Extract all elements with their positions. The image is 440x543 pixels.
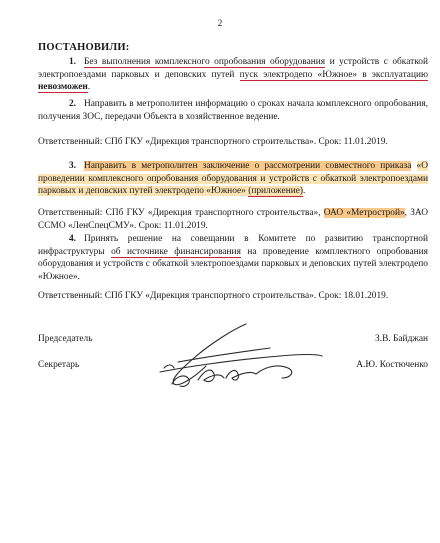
secretary-label: Секретарь (38, 360, 80, 370)
item-3-resp-part2: , ЗАО ССМО «ЛенСпецСМУ». Срок: 11.01.2019. (38, 208, 428, 231)
item-3 (38, 160, 428, 198)
item-1 (38, 56, 428, 94)
item-3-resp-part1: Ответственный: СПб ГКУ «Дирекция транспортного строительства», (38, 208, 324, 218)
item-2-responsible: Ответственный: СПб ГКУ «Дирекция транспортного строительства». Срок: 11.01.2019. (38, 137, 388, 147)
item-4-financing-phrase: об источнике финансирования (111, 246, 241, 257)
item-1-launch-phrase: пуск электродепо «Южное» в эксплуатацию (239, 69, 428, 80)
item-3-metrostroy: ОАО «Метрострой» (323, 208, 405, 218)
item-4-responsible: Ответственный: СПб ГКУ «Дирекция транспортного строительства». Срок: 18.01.2019. (38, 291, 389, 301)
item-1-impossible: невозможен (38, 82, 88, 92)
item-3-responsible (38, 207, 428, 232)
item-4-number: 4. (68, 234, 76, 244)
item-1-number: 1. (68, 57, 76, 67)
item-1-underlined-phrase: Без выполнения комплексного опробования оборудования (84, 57, 326, 67)
chair-name: З.В. Байджан (375, 334, 428, 344)
handwritten-signature (150, 318, 330, 393)
resolution-heading: ПОСТАНОВИЛИ: (38, 42, 130, 53)
secretary-name: А.Ю. Костюченко (356, 360, 428, 370)
item-3-attachment: (приложение) (248, 186, 304, 196)
item-3-number: 3. (68, 161, 76, 171)
item-2 (38, 98, 428, 123)
page-number: 2 (217, 18, 223, 28)
item-2-text: Направить в метрополитен информацию о сроках начала комплексного опробования, получения ЗОС, передачи Объекта в хозяйственное ведение. (38, 99, 428, 122)
item-2-number: 2. (68, 99, 76, 109)
item-1-text: и устройств с обкаткой электропоездами парковых и деповских путей (38, 57, 429, 80)
chair-label: Председатель (38, 334, 93, 344)
item-3-period: . (303, 186, 306, 196)
item-1-period: . (87, 82, 91, 92)
item-3-highlight-body: «О проведении комплексного опробования оборудования и устройств с обкаткой электропоездами парковых и деповских путей электродепо «Южное» (38, 161, 428, 196)
item-4-text-start: Принять решение на совещании в Комитете по развитию транспортной инфраструктуры (38, 234, 428, 257)
item-4 (38, 233, 428, 283)
item-4-text-end: на проведение комплектного опробования оборудования и устройств с обкаткой электропоездами парковых и деповских путей электродепо «Южное». (38, 246, 428, 282)
item-3-highlight-start: Направить в метрополитен заключение о рассмотрении совместного приказа (84, 161, 412, 171)
